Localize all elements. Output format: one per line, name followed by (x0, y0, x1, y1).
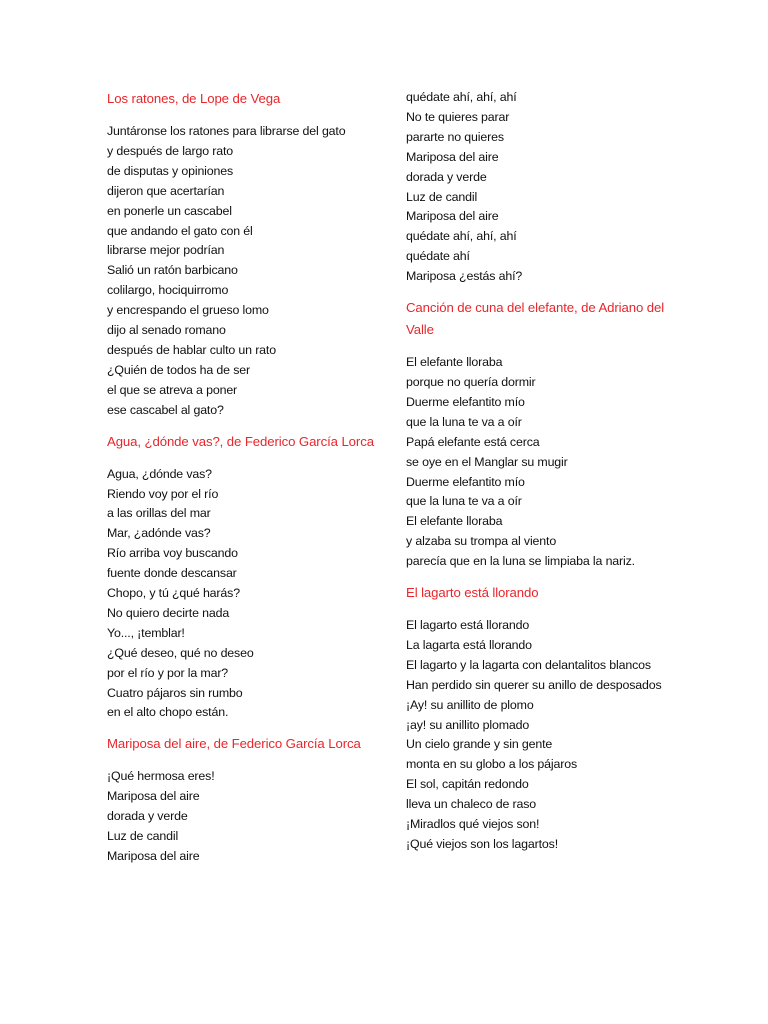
verse-line: ¡Qué viejos son los lagartos! (406, 837, 558, 851)
verse-line: dijo al senado romano (107, 323, 226, 338)
verse-line: Un cielo grande y sin gente (406, 737, 553, 752)
verse-line: el que se atreva a poner (107, 382, 238, 397)
poem-agua-donde-vas (107, 431, 407, 724)
verse-line: lleva un chaleco de raso (406, 797, 537, 812)
verse-line: El lagarto y la lagarta con delantalitos blancos (406, 657, 651, 672)
verse-line: Salió un ratón barbicano (107, 263, 238, 278)
verse-line: Luz de candil (406, 189, 478, 204)
verse-line: después de hablar culto un rato (107, 342, 276, 357)
verse-line: ¡Qué hermosa eres! (107, 769, 215, 784)
poem-title: Agua, ¿dónde vas?, de Federico García Lorca (107, 433, 374, 449)
poem-mariposa-del-aire (107, 733, 407, 867)
verse-line: en el alto chopo están. (107, 705, 229, 720)
verse-line: El elefante lloraba (406, 514, 503, 529)
verse-line: pararte no quieres (406, 129, 504, 144)
verse-line: Mar, ¿adónde vas? (107, 526, 211, 541)
verse-line: Mariposa del aire (406, 149, 499, 164)
verse-line: fuente donde descansar (107, 566, 237, 581)
poem-title: Los ratones, de Lope de Vega (107, 91, 281, 106)
verse-line: El elefante lloraba (406, 355, 503, 370)
verse-line: dorada y verde (107, 809, 188, 824)
verse-line: Agua, ¿dónde vas? (107, 466, 212, 481)
verse-line: Luz de candil (107, 829, 179, 844)
verse-line: a las orillas del mar (107, 506, 211, 521)
verse-line: Mariposa ¿estás ahí? (406, 269, 523, 284)
poem-cancion-de-cuna-del-elefante (406, 297, 686, 572)
verse-line: dijeron que acertarían (107, 183, 225, 198)
verse-line: y después de largo rato (107, 143, 234, 158)
verse-line: Yo..., ¡temblar! (107, 625, 185, 640)
verse-line: que la luna te va a oír (406, 414, 522, 429)
verse-line: El sol, capitán redondo (406, 777, 529, 792)
verse-line: Chopo, y tú ¿qué harás? (107, 586, 240, 601)
poem-title: Canción de cuna del elefante, de Adriano del Valle (406, 300, 665, 338)
verse-line: Riendo voy por el río (107, 486, 219, 501)
verse-line: parecía que en la luna se limpiaba la nariz. (406, 554, 635, 569)
poem-el-lagarto-esta-llorando (406, 582, 686, 855)
verse-line: No te quieres parar (406, 109, 510, 124)
left-column (107, 88, 407, 877)
verse-line: ¿Quién de todos ha de ser (107, 362, 250, 377)
verse-line: Mariposa del aire (406, 209, 499, 224)
verse-line: dorada y verde (406, 169, 487, 184)
verse-line: La lagarta está llorando (406, 637, 532, 652)
verse-line: quédate ahí, ahí, ahí (406, 229, 517, 244)
verse-line: Juntáronse los ratones para librarse del gato (107, 124, 346, 138)
verse-line: Duerme elefantito mío (406, 394, 525, 409)
verse-line: ¡Ay! su anillito de plomo (406, 697, 534, 712)
verse-line: quédate ahí (406, 249, 470, 264)
verse-line: Papá elefante está cerca (406, 434, 540, 449)
verse-line: ¡Miradlos qué viejos son! (406, 817, 540, 832)
verse-line: y encrespando el grueso lomo (107, 303, 269, 318)
poem-mariposa-del-aire-continued (406, 88, 686, 287)
verse-line: de disputas y opiniones (107, 163, 234, 178)
right-column (406, 88, 686, 865)
verse-line: por el río y por la mar? (107, 665, 229, 680)
verse-line: Río arriba voy buscando (107, 546, 238, 561)
verse-line: quédate ahí, ahí, ahí (406, 90, 517, 104)
verse-line: ¡ay! su anillito plomado (406, 717, 530, 732)
verse-line: Han perdido sin querer su anillo de desposados (406, 677, 662, 692)
verse-line: se oye en el Manglar su mugir (406, 454, 568, 469)
poem-los-ratones (107, 88, 407, 421)
verse-line: que la luna te va a oír (406, 494, 522, 509)
poem-title: El lagarto está llorando (406, 585, 539, 601)
verse-line: porque no quería dormir (406, 374, 536, 389)
verse-line: ese cascabel al gato? (107, 402, 224, 417)
verse-line: Cuatro pájaros sin rumbo (107, 685, 243, 700)
verse-line: monta en su globo a los pájaros (406, 757, 577, 772)
verse-line: librarse mejor podrían (107, 243, 225, 258)
verse-line: y alzaba su trompa al viento (406, 534, 557, 549)
verse-line: en ponerle un cascabel (107, 203, 232, 218)
verse-line: colilargo, hociquirromo (107, 283, 229, 298)
verse-line: que andando el gato con él (107, 223, 253, 238)
verse-line: ¿Qué deseo, qué no deseo (107, 645, 254, 660)
verse-line: Mariposa del aire (107, 849, 200, 863)
verse-line: Mariposa del aire (107, 789, 200, 804)
verse-line: No quiero decirte nada (107, 605, 230, 620)
verse-line: Duerme elefantito mío (406, 474, 525, 489)
verse-line: El lagarto está llorando (406, 618, 530, 633)
poem-title: Mariposa del aire, de Federico García Lorca (107, 736, 361, 752)
